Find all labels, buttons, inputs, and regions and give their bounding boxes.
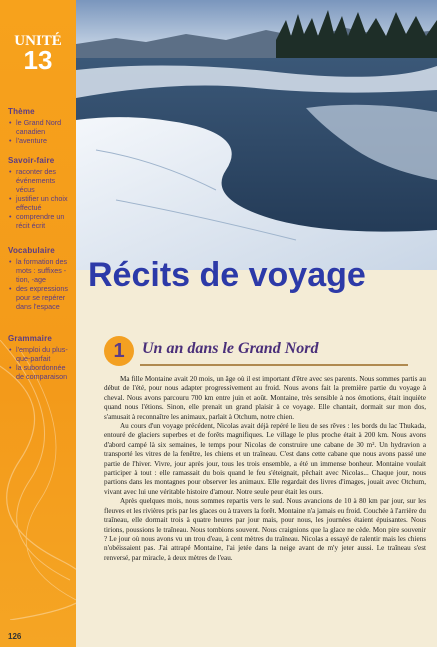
section-title: Un an dans le Grand Nord [142, 340, 319, 357]
section-number-badge: 1 [104, 336, 134, 366]
section-header [104, 336, 404, 362]
section-divider [140, 364, 408, 366]
decorative-swirl-icon [0, 340, 76, 620]
list-item: • raconter des événements vécus [8, 167, 74, 194]
sidebar-section-theme [8, 107, 74, 145]
list-item: • le Grand Nord canadien [8, 118, 74, 136]
paragraph: Au cours d'un voyage précédent, Nicolas avait déjà repéré le lieu de ses rêves : les bords du lac Thukada, entouré de glaciers superbes et de forêts magnifiques. Le village le plus proche était à 200 km. Nous avons d'abord campé là six semaines, le temps pour Nicolas de construire une cabane de 30 m². Un hydravion a transporté les vitres de la fenêtre, les chiens et un traîneau. C'est dans cette cabane que nous avons passé une partie de l'hiver. Vivre, jour après jour, tous les trois ensemble, a été un immense bonheur. Montaine voulait participer à tout : elle ramassait du bois quand le feu s'éteignait, pêchait avec Nicolas... Chaque jour, nous partions dans les montagnes pour observer les animaux. Elle regardait des livres d'images, jouait avec Otchum, vivant avec lui une véritable histoire d'amour. Notre seule peur était les ours. [104, 422, 426, 496]
section-heading: Thème [8, 107, 35, 116]
sidebar-section-grammaire [8, 334, 74, 381]
list-item: • l'aventure [8, 136, 74, 145]
frozen-lake-image [76, 0, 437, 270]
article-body [104, 375, 426, 563]
unit-label [10, 33, 66, 75]
list-item: • des expressions pour se repérer dans l'espace [8, 284, 74, 311]
list-item: • justifier un choix effectué [8, 194, 74, 212]
list-item: • l'emploi du plus-que-parfait [8, 345, 74, 363]
paragraph: Ma fille Montaine avait 20 mois, un âge où il est important d'être avec ses parents. Nous sommes partis au début de l'été, pour nous adapter progressivement au froid. Nous avons fait la première partie du voyage à cheval. Nous avons parcouru 700 km entre juin et août. Montaine, très sensible à nos émotions, était inquiète quand nous l'étions. Sinon, elle prenait un grand plaisir à ce voyage. Elle chantait, dormait sur mon dos, s'amusait à reconnaître les animaux, parlait à Otchum, notre chien. [104, 375, 426, 421]
list-item: • comprendre un récit écrit [8, 212, 74, 230]
section-heading: Savoir-faire [8, 156, 55, 165]
list-item: • la subordonnée de comparaison [8, 363, 74, 381]
unit-sidebar [0, 0, 76, 647]
unit-word: UNITÉ [14, 33, 62, 49]
paragraph: Après quelques mois, nous sommes repartis vers le sud. Nous avancions de 10 à 80 km par jour, sur les fleuves et les rivières pris par les glaces ou à travers la forêt. Montaine n'a jamais eu froid. Couchée à l'arrière du traîneau, elle dormait trois à quatre heures par jour mais, pour nous, les journées étaient épuisantes. Nous tirions, poussions le traîneau. Nous tombions souvent. Nous craignions que la glace ne cède. Mon pire souvenir ? Le jour où nous avons vu un trou d'eau, à cent mètres du traîneau. Nicolas a essayé de ralentir mais les chiens n'obéissaient pas. J'ai attrapé Montaine, l'ai jetée dans la neige avant de m'y jeter aussi. Le traîneau s'est renversé, par miracle, à deux mètres de l'eau. [104, 497, 426, 562]
section-heading: Grammaire [8, 334, 53, 343]
page-number: 126 [8, 632, 22, 641]
landscape-photo [76, 0, 437, 270]
section-heading: Vocabulaire [8, 246, 55, 255]
sidebar-section-vocabulaire [8, 246, 74, 311]
sidebar-section-savoir-faire [8, 156, 74, 230]
unit-number: 13 [23, 45, 53, 75]
list-item: • la formation des mots : suffixes -tion, -age [8, 257, 74, 284]
page-title: Récits de voyage [88, 256, 366, 294]
